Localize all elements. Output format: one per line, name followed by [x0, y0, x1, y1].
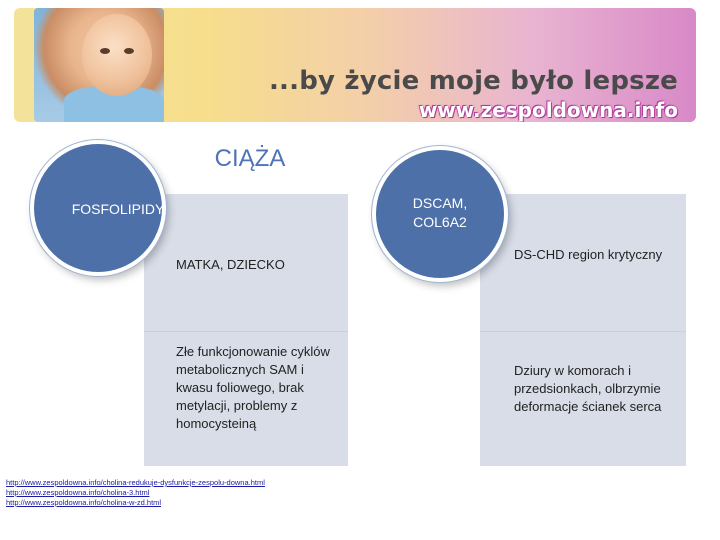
source-link[interactable]: http://www.zespoldowna.info/cholina-redukuje-dysfunkcje-zespolu-downa.html	[6, 478, 265, 487]
child-photo	[34, 8, 164, 122]
left-circle-label: FOSFOLIPIDY	[71, 201, 165, 217]
left-circle	[30, 140, 166, 276]
page-title: CIĄŻA	[214, 145, 286, 172]
source-link[interactable]: http://www.zespoldowna.info/cholina-3.html	[6, 488, 150, 497]
source-links	[6, 478, 306, 508]
right-cell-1: DS-CHD region krytyczny	[514, 247, 663, 262]
left-cell-2: Złe funkcjonowanie cyklów metabolicznych SAM i kwasu foliowego, brak metylacji, problemy z homocysteiną	[176, 344, 330, 431]
eye-icon	[124, 48, 134, 54]
left-cell-1: MATKA, DZIECKO	[176, 257, 285, 272]
header-banner	[14, 8, 696, 122]
right-column-box	[480, 194, 686, 466]
right-divider	[480, 331, 686, 332]
right-circle-label: DSCAM, COL6A2	[412, 195, 468, 230]
eye-icon	[100, 48, 110, 54]
face-shape	[82, 14, 152, 96]
banner-tagline: ...by życie moje było lepsze	[268, 66, 678, 96]
left-divider	[144, 331, 348, 332]
right-circle	[372, 146, 508, 282]
banner-url[interactable]: www.zespoldowna.info	[418, 98, 678, 122]
right-cell-2: Dziury w komorach i przedsionkach, olbrzymie deformacje ścianek serca	[514, 363, 662, 414]
source-link[interactable]: http://www.zespoldowna.info/cholina-w-zd.html	[6, 498, 162, 507]
